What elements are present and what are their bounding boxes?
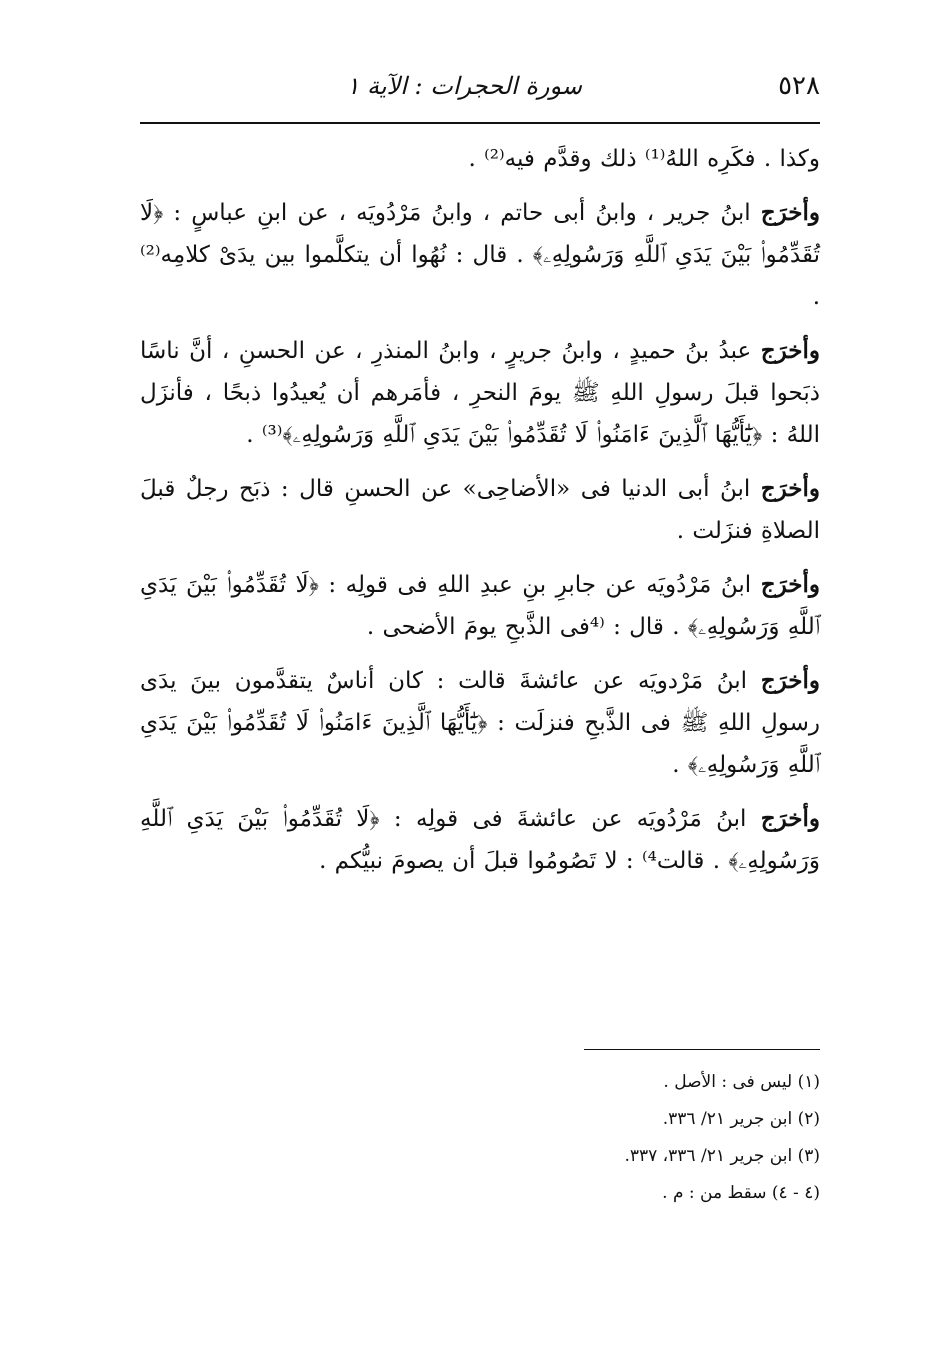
paragraph-text: ابنُ أبى الدنيا فى «الأضاحِى» عن الحسنِ قال : ذبَح رجلٌ قبلَ الصلاةِ فنزَلت . xyxy=(140,476,820,544)
paragraph-text: ابنُ مَرْدُويَه عن عائشةَ فى قولِه : ﴿لَا تُقَدِّمُوا۟ بَيْنَ يَدَىِ ٱللَّهِ وَرَسُولِهِۦ﴾ . قالت⁴⁾ : لا تَصُومُوا قبلَ أن يصومَ نبيُّكم . xyxy=(140,806,820,874)
paragraph-4 xyxy=(140,468,820,552)
paragraph-text: ابنُ جرير ، وابنُ أبى حاتم ، وابنُ مَرْدُويَه ، عن ابنِ عباسٍ : ﴿لَا تُقَدِّمُوا۟ بَيْنَ يَدَىِ ٱللَّهِ وَرَسُولِهِۦ﴾ . قال : نُهُوا أن يتكلَّموا بين يدَىْ كلامِه⁽²⁾ . xyxy=(140,200,820,310)
paragraph-lead-word: وأخرَج xyxy=(760,337,820,364)
page-number: ٥٢٨ xyxy=(778,71,820,101)
paragraph-3 xyxy=(140,330,820,456)
paragraph-1 xyxy=(140,138,820,180)
paragraph-lead-word: وأخرَج xyxy=(760,805,820,832)
paragraph-5 xyxy=(140,564,820,648)
paragraph-lead-word: وأخرَج xyxy=(760,667,820,694)
running-title: سورة الحجرات : الآية ١ xyxy=(346,72,582,100)
footnote-separator xyxy=(584,1049,820,1050)
paragraph-2 xyxy=(140,192,820,318)
paragraph-text: وكذا . فكَرِه اللهُ⁽¹⁾ ذلك وقدَّم فيه⁽²⁾ . xyxy=(468,146,820,172)
footnote-1: (١) ليس فى : الأصل . xyxy=(663,1072,820,1092)
paragraph-text: ابنُ مَرْدويَه عن عائشةَ قالت : كان أناسٌ يتقدَّمون بينَ يدَى رسولِ اللهِ ﷺ فى الذَّبحِ فنزلَت : ﴿يَٰٓأَيُّهَا ٱلَّذِينَ ءَامَنُوا۟ لَا تُقَدِّمُوا۟ بَيْنَ يَدَىِ ٱللَّهِ وَرَسُولِهِۦ﴾ . xyxy=(140,668,820,778)
paragraph-text: ابنُ مَرْدُويَه عن جابرِ بنِ عبدِ اللهِ فى قولِه : ﴿لَا تُقَدِّمُوا۟ بَيْنَ يَدَىِ ٱللَّهِ وَرَسُولِهِۦ﴾ . قال : ⁽⁴فى الذَّبحِ يومَ الأضحى . xyxy=(140,572,820,640)
paragraph-6 xyxy=(140,660,820,786)
footnote-2: (٢) ابن جرير ٢١/ ٣٣٦. xyxy=(662,1109,820,1129)
footnotes xyxy=(500,1064,820,1212)
page-header xyxy=(140,62,820,122)
main-text xyxy=(140,138,820,894)
paragraph-lead-word: وأخرَج xyxy=(760,199,820,226)
footnote-4: (٤ - ٤) سقط من : م . xyxy=(662,1183,820,1203)
paragraph-text: عبدُ بنُ حميدٍ ، وابنُ جريرٍ ، وابنُ المنذرِ ، عن الحسنِ ، أنَّ ناسًا ذبَحوا قبلَ رسولِ اللهِ ﷺ يومَ النحرِ ، فأمَرهم أن يُعيدُوا ذبحًا ، فأنزَل اللهُ : ﴿يَٰٓأَيُّهَا ٱلَّذِينَ ءَامَنُوا۟ لَا تُقَدِّمُوا۟ بَيْنَ يَدَىِ ٱللَّهِ وَرَسُولِهِۦ﴾⁽³⁾ . xyxy=(140,338,820,448)
footnote-3: (٣) ابن جرير ٢١/ ٣٣٦، ٣٣٧. xyxy=(624,1146,820,1166)
paragraph-lead-word: وأخرَج xyxy=(760,571,820,598)
paragraph-7 xyxy=(140,798,820,882)
paragraph-lead-word: وأخرَج xyxy=(760,475,820,502)
header-rule xyxy=(140,122,820,124)
